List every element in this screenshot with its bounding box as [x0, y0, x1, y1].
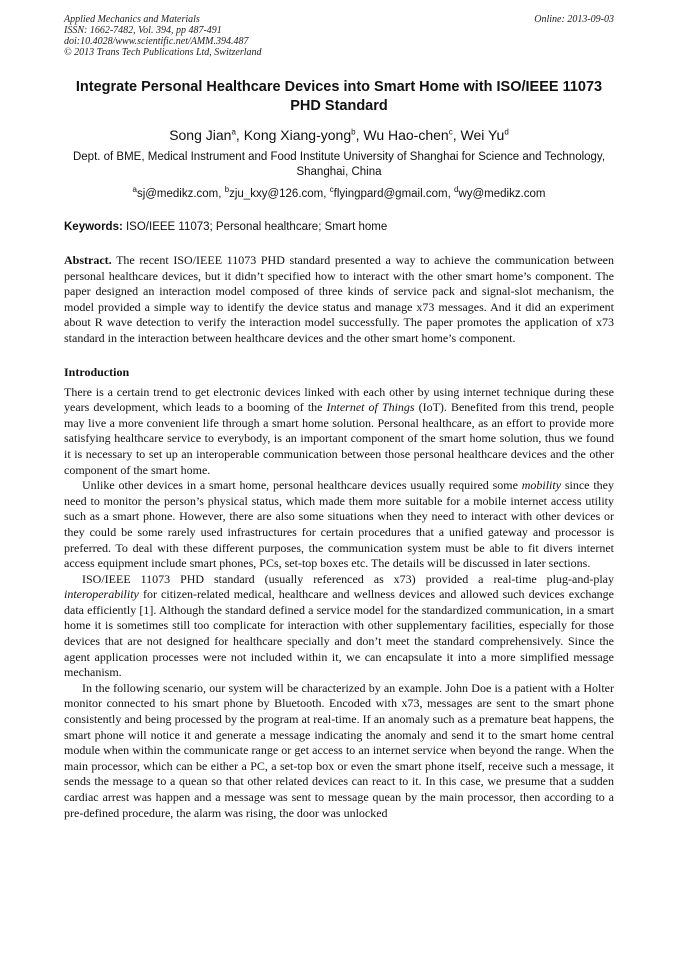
keywords-label: Keywords: [64, 221, 123, 233]
journal-name: Applied Mechanics and Materials [64, 14, 200, 25]
intro-paragraph-3: ISO/IEEE 11073 PHD standard (usually referenced as x73) provided a real-time plug-and-play interoperability for citizen-related medical, healthcare and wellness devices and allowed such devices exchange data efficiently [1]. Although the standard defined a service model for the standardized communication, in a smart home it is sometimes still too complicate for interaction with other supplementary facilities, especially for those devices that are not designed for healthcare specially and don’t meet the standard comprehensively. Since the agent application processes were not included within it, we can encapsulate it into a more simplified message mechanism. [64, 571, 614, 680]
author: Wei Yu$^d$ [460, 127, 509, 143]
section-heading-introduction: Introduction [64, 364, 130, 379]
email-address[interactable]: $^c$flyingpard@gmail.com [329, 185, 448, 200]
keywords-text: ISO/IEEE 11073; Personal healthcare; Smart home [122, 221, 388, 233]
email-address[interactable]: $^b$zju_kxy@126.com [224, 185, 324, 200]
abstract-label: Abstract. [64, 253, 112, 267]
doi-line: doi:10.4028/www.scientific.net/AMM.394.487 [64, 36, 249, 47]
affiliation: Dept. of BME, Medical Instrument and Food Institute University of Shanghai for Science and Technology, Shanghai, China [72, 151, 606, 178]
online-date: Online: 2013-09-03 [534, 14, 614, 25]
issn-line: ISSN: 1662-7482, Vol. 394, pp 487-491 [64, 25, 222, 36]
intro-paragraph-4: In the following scenario, our system will be characterized by an example. John Doe is a patient with a Holter monitor connected to his smart phone by Bluetooth. Encoded with x73, messages are sent to the smart phone consistently and being processed by the program at real-time. If an anomaly such as a premature beat happens, the smart phone will notice it and generate a message indicating the anomaly and send it to the smart home central module when within the communicate range or get access to an internet service when beyond the range. When the main processor, which can be either a PC, a set-top box or even the smart phone itself, receive such a message, it sends the message to a quean so that other related devices can react to it. In this case, we presume that a sudden cardiac arrest was happen and a message was sent to message quean by the main processor, then according to a pre-defined procedure, the alarm was rising, the door was unlocked [64, 680, 614, 820]
author: Wu Hao-chen$^c$, [363, 127, 461, 143]
paper-title: Integrate Personal Healthcare Devices into Smart Home with ISO/IEEE 11073 PHD Standard [75, 79, 603, 114]
intro-paragraph-1: There is a certain trend to get electronic devices linked with each other by using internet technique during these years development, which leads to a booming of the Internet of Things (IoT). Benefited from this trend, people may live a more convenient life through a smart home solution. Personal healthcare, as an effort to provide more satisfying healthcare service to everybody, is an important component of the smart home solution, thus we found it is necessary to set up an interoperable communication between those personal healthcare devices and the other component of the smart home. [64, 384, 615, 477]
email-address[interactable]: $^d$wy@medikz.com [453, 185, 546, 200]
abstract-text: The recent ISO/IEEE 11073 PHD standard presented a way to achieve the communication between personal healthcare devices, but it didn’t specified how to interact with the other smart home’s component. The paper designed an interaction model composed of three kinds of service pack and signal-slot mechanism, the model provided a simple way to identify the device status and manage x73 messages. And it did an experiment about R wave detection to verify the interaction model successfully. The paper promotes the application of x73 standard in the interaction between healthcare devices and the other smart home’s component. [64, 253, 614, 345]
email-list: $^a$sj@medikz.com, $^b$zju_kxy@126.com, $^c$flyingpard@gmail.com, $^d$wy@medikz.com [132, 185, 546, 200]
author-list [64, 126, 614, 144]
abstract [64, 253, 614, 347]
author: Kong Xiang-yong$^b$, [243, 127, 364, 143]
email-address[interactable]: $^a$sj@medikz.com [132, 185, 219, 200]
copyright-line: © 2013 Trans Tech Publications Ltd, Switzerland [64, 47, 262, 58]
journal-header [64, 14, 614, 58]
keywords [64, 220, 614, 235]
author: Song Jian$^a$, [169, 127, 244, 143]
intro-paragraph-2: Unlike other devices in a smart home, personal healthcare devices usually required some mobility since they need to monitor the person’s physical status, which made them more suitable for a mobile internet access utility such as a smart phone. However, there are also some situations when they need to interact with other devices or they could be some rarely used infrastructures for certain procedures that a unified gateway and processor is preferred. To deal with these different purposes, the communication system must be able to fit divers internet access equipment include smart phones, PCs, set-top boxes etc. The details will be discussed in later sections. [64, 478, 614, 571]
